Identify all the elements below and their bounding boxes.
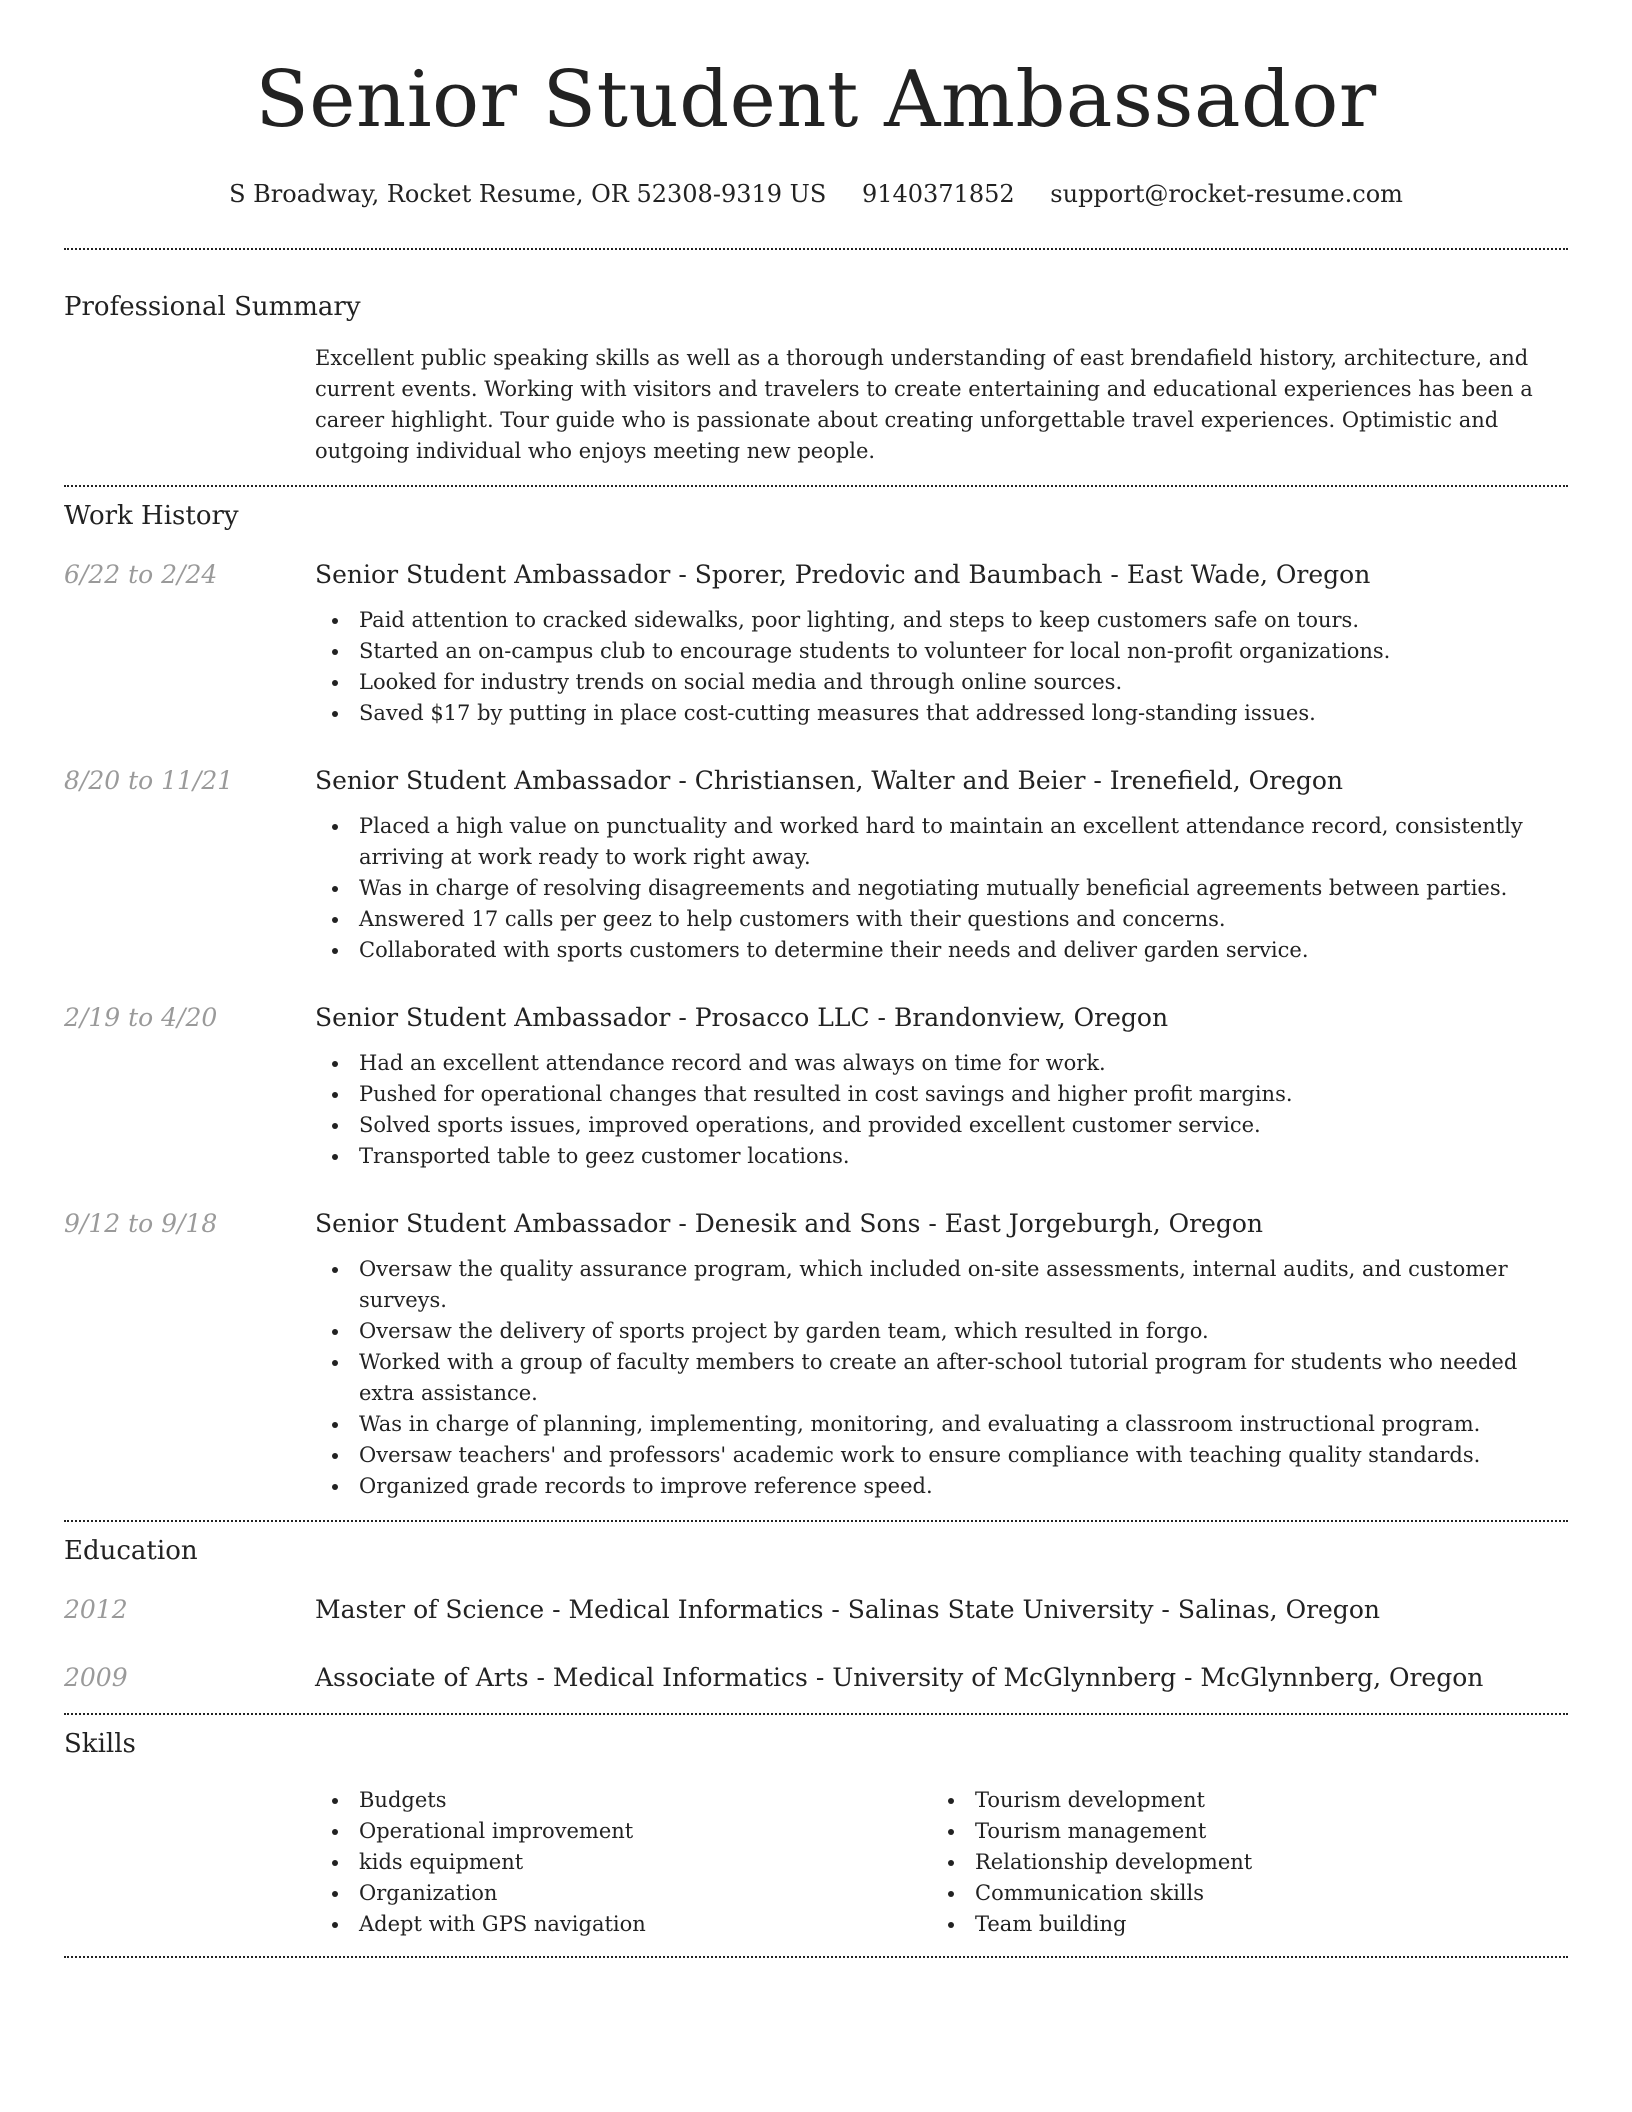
divider (64, 485, 1568, 487)
job-bullets (315, 605, 1568, 729)
list-item: Budgets (315, 1785, 931, 1816)
section-title-summary: Professional Summary (64, 292, 361, 322)
skills-list-right (931, 1785, 1547, 1940)
list-item: Transported table to geez customer locations. (315, 1141, 1568, 1172)
candidate-name: Senior Student Ambassador (255, 55, 1377, 145)
education-year: 2012 (64, 1595, 128, 1624)
summary-row (64, 343, 1568, 467)
list-item: Worked with a group of faculty members to create an after-school tutorial program for students who needed extra assistance. (315, 1347, 1568, 1409)
contact-phone: 9140371852 (861, 180, 1015, 208)
list-item: Answered 17 calls per geez to help customers with their questions and concerns. (315, 904, 1568, 935)
contact-address: S Broadway, Rocket Resume, OR 52308-9319 US (229, 180, 827, 208)
job-bullets (315, 1254, 1568, 1502)
skills-row (64, 1785, 1568, 1940)
list-item: Adept with GPS navigation (315, 1909, 931, 1940)
skills-list-left (315, 1785, 931, 1940)
list-item: Oversaw teachers' and professors' academic work to ensure compliance with teaching quality standards. (315, 1440, 1568, 1471)
list-item: Operational improvement (315, 1816, 931, 1847)
section-title-education: Education (64, 1536, 198, 1566)
job-bullets (315, 1048, 1568, 1172)
list-item: Oversaw the delivery of sports project by garden team, which resulted in forgo. (315, 1316, 1568, 1347)
job-entry (64, 1207, 1568, 1502)
job-entry (64, 1001, 1568, 1172)
education-detail: Associate of Arts - Medical Informatics - University of McGlynnberg - McGlynnberg, Oregon (315, 1663, 1484, 1692)
education-detail: Master of Science - Medical Informatics - Salinas State University - Salinas, Oregon (315, 1595, 1380, 1624)
divider (64, 248, 1568, 250)
list-item: Started an on-campus club to encourage students to volunteer for local non-profit organizations. (315, 636, 1568, 667)
list-item: Tourism development (931, 1785, 1547, 1816)
list-item: Saved $17 by putting in place cost-cutting measures that addressed long-standing issues. (315, 698, 1568, 729)
education-entry (64, 1661, 1568, 1695)
list-item: Pushed for operational changes that resulted in cost savings and higher profit margins. (315, 1079, 1568, 1110)
job-dates: 2/19 to 4/20 (64, 1003, 218, 1032)
list-item: Oversaw the quality assurance program, which included on-site assessments, internal audits, and customer surveys. (315, 1254, 1568, 1316)
contact-line (64, 178, 1568, 210)
job-dates: 9/12 to 9/18 (64, 1209, 218, 1238)
job-dates: 8/20 to 11/21 (64, 766, 234, 795)
divider (64, 1520, 1568, 1522)
job-entry (64, 558, 1568, 729)
list-item: kids equipment (315, 1847, 931, 1878)
list-item: Relationship development (931, 1847, 1547, 1878)
contact-email: support@rocket-resume.com (1050, 180, 1403, 208)
education-entry (64, 1593, 1568, 1627)
list-item: Looked for industry trends on social media and through online sources. (315, 667, 1568, 698)
section-title-work: Work History (64, 501, 239, 531)
list-item: Team building (931, 1909, 1547, 1940)
job-title: Senior Student Ambassador - Denesik and Sons - East Jorgeburgh, Oregon (315, 1209, 1264, 1238)
list-item: Was in charge of planning, implementing, monitoring, and evaluating a classroom instructional program. (315, 1409, 1568, 1440)
job-title: Senior Student Ambassador - Christiansen, Walter and Beier - Irenefield, Oregon (315, 766, 1344, 795)
list-item: Solved sports issues, improved operations, and provided excellent customer service. (315, 1110, 1568, 1141)
list-item: Organized grade records to improve reference speed. (315, 1471, 1568, 1502)
list-item: Communication skills (931, 1878, 1547, 1909)
skills-grid (315, 1785, 1568, 1940)
summary-text: Excellent public speaking skills as well as a thorough understanding of east brendafield history, architecture, and current events. Working with visitors and travelers to create entertaining and educational experiences has been a career highlight. Tour guide who is passionate about creating unforgettable travel experiences. Optimistic and outgoing individual who enjoys meeting new people. (315, 346, 1533, 463)
divider (64, 1956, 1568, 1958)
list-item: Paid attention to cracked sidewalks, poor lighting, and steps to keep customers safe on tours. (315, 605, 1568, 636)
divider (64, 1713, 1568, 1715)
list-item: Had an excellent attendance record and was always on time for work. (315, 1048, 1568, 1079)
list-item: Placed a high value on punctuality and worked hard to maintain an excellent attendance record, consistently arriving at work ready to work right away. (315, 811, 1568, 873)
education-year: 2009 (64, 1663, 128, 1692)
resume-page (64, 0, 1568, 1958)
list-item: Was in charge of resolving disagreements and negotiating mutually beneficial agreements between parties. (315, 873, 1568, 904)
list-item: Collaborated with sports customers to determine their needs and deliver garden service. (315, 935, 1568, 966)
job-bullets (315, 811, 1568, 966)
job-title: Senior Student Ambassador - Sporer, Predovic and Baumbach - East Wade, Oregon (315, 560, 1371, 589)
job-entry (64, 764, 1568, 966)
job-title: Senior Student Ambassador - Prosacco LLC - Brandonview, Oregon (315, 1003, 1169, 1032)
list-item: Tourism management (931, 1816, 1547, 1847)
job-dates: 6/22 to 2/24 (64, 560, 218, 589)
section-title-skills: Skills (64, 1729, 136, 1759)
resume-header (64, 52, 1568, 210)
list-item: Organization (315, 1878, 931, 1909)
